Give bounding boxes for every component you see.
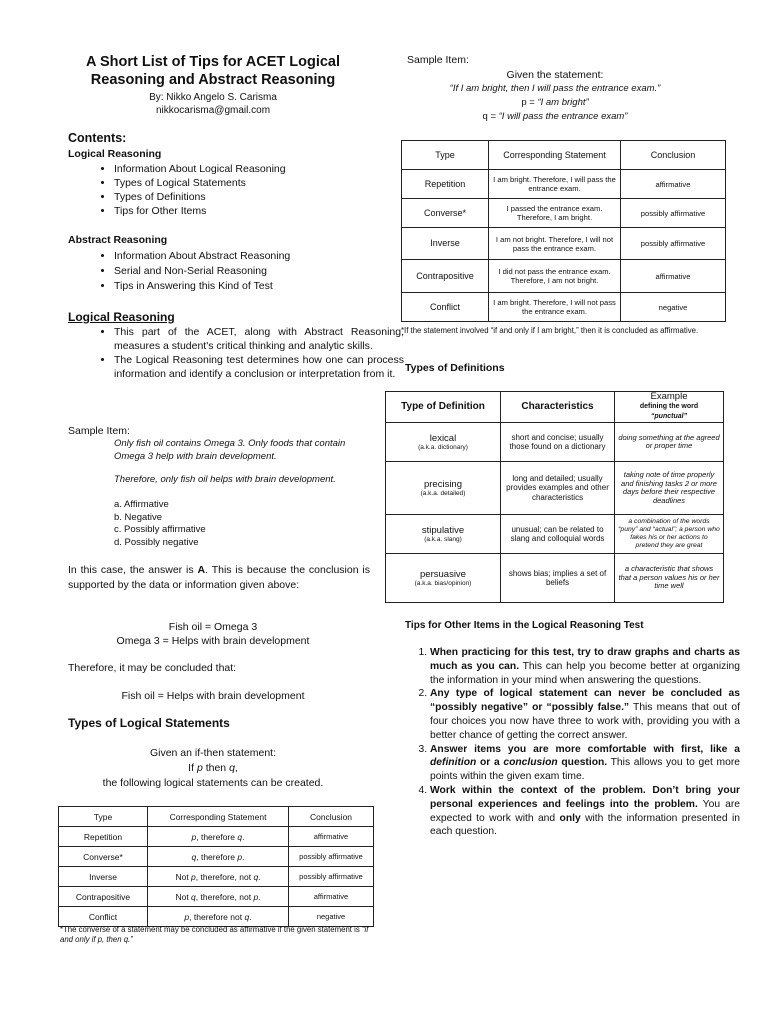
list-item: • Information About Logical Reasoning xyxy=(114,162,404,176)
table-row: lexical (a.k.a. dictionary) short and concise; usually those found on a dictionary doing something at the agreed or proper time xyxy=(386,423,724,462)
sample2-label: Sample Item: xyxy=(407,54,469,66)
table-row: Converse* I passed the entrance exam. Therefore, I am bright. possibly affirmative xyxy=(402,199,726,228)
table-row: Inverse Not p, therefore, not q. possibly affirmative xyxy=(59,867,374,887)
therefore-text: Therefore, it may be concluded that: xyxy=(68,662,237,674)
list-item: 1. When practicing for this test, try to draw graphs and charts as much as you can. This can help you become better at organizing the information in your mind when answering the questions. xyxy=(430,646,740,687)
choice: d. Possibly negative xyxy=(114,536,199,548)
table-row: Inverse I am not bright. Therefore, I will not pass the entrance exam. possibly affirmative xyxy=(402,228,726,260)
list-item: • Types of Definitions xyxy=(114,190,404,204)
tips-heading: Tips for Other Items in the Logical Reasoning Test xyxy=(405,620,644,631)
table-row: Repetition p, therefore q. affirmative xyxy=(59,827,374,847)
table-header-row: Type Corresponding Statement Conclusion xyxy=(59,807,374,827)
sample2-q: q = “I will pass the entrance exam” xyxy=(482,111,628,122)
contents-lr-heading: Logical Reasoning xyxy=(68,148,162,160)
contents-lr-list xyxy=(78,162,404,218)
table-row: Converse* q, therefore p. possibly affirmative xyxy=(59,847,374,867)
sample2-given: Given the statement: xyxy=(506,69,604,81)
list-item: 4. Work within the context of the problem. Don’t bring your personal experiences and feelings into the problem. You are expected to work with and only with the information presented in each question. xyxy=(430,784,740,839)
statements-heading: Types of Logical Statements xyxy=(68,716,230,730)
list-item: • The Logical Reasoning test determines how one can process information and identify a conclusion or interpretation from it. xyxy=(114,353,404,381)
contents-ar-list xyxy=(78,249,404,294)
table-row: Conflict p, therefore not q. negative xyxy=(59,907,374,927)
sample-text: Only fish oil contains Omega 3. Only foods that contain Omega 3 help with brain development. xyxy=(114,438,346,462)
list-item: 3. Answer items you are more comfortable with first, like a definition or a conclusion question. This allows you to get more points within the given exam time. xyxy=(430,743,740,784)
author: By: Nikko Angelo S. Carisma xyxy=(149,92,277,103)
table-row: stipulative (a.k.a. slang) unusual; can be related to slang and colloquial words a combination of the words “puny” and “actual”; a person who fakes his or her actions to pretend they are great xyxy=(386,515,724,554)
list-item: • Tips for Other Items xyxy=(114,204,404,218)
list-item: • This part of the ACET, along with Abstract Reasoning, measures a student's critical thinking and analytic skills. xyxy=(114,325,404,353)
list-item: • Tips in Answering this Kind of Test xyxy=(114,279,404,294)
logical-bullets xyxy=(78,325,404,381)
table-row: persuasive (a.k.a. bias/opinion) shows bias; implies a set of beliefs a characteristic that shows that a person values his or her time well xyxy=(386,554,724,603)
answer-letter: A xyxy=(197,564,206,576)
table-header-row: Type Corresponding Statement Conclusion xyxy=(402,141,726,170)
statements-given: Given an if-then statement: xyxy=(149,747,277,759)
sample2-table xyxy=(401,140,726,322)
table-row: Conflict I am bright. Therefore, I will not pass the entrance exam. negative xyxy=(402,293,726,322)
email: nikkocarisma@gmail.com xyxy=(155,105,271,116)
table-row: Repetition I am bright. Therefore, I will pass the entrance exam. affirmative xyxy=(402,170,726,199)
table-row: Contrapositive Not q, therefore, not p. affirmative xyxy=(59,887,374,907)
table-header-row: Type of Definition Characteristics Example defining the word “punctual” xyxy=(386,392,724,423)
table-row: Contrapositive I did not pass the entrance exam. Therefore, I am not bright. affirmative xyxy=(402,260,726,293)
contents-ar-heading: Abstract Reasoning xyxy=(68,234,168,246)
sample-label: Sample Item: xyxy=(68,425,130,437)
definitions-heading: Types of Definitions xyxy=(405,362,505,374)
statements-if-then: If p then q, xyxy=(188,762,238,774)
logical-heading: Logical Reasoning xyxy=(68,310,175,324)
tips-list xyxy=(390,646,740,839)
definitions-table xyxy=(385,391,724,603)
choice: c. Possibly affirmative xyxy=(114,524,206,535)
statements-footnote: *The converse of a statement may be concluded as affirmative if the given statement is “if and only if p, then q.” xyxy=(60,925,369,944)
table-row: precising (a.k.a. detailed) long and detailed; usually provides examples and other characteristics taking note of time properly and finishing tasks 2 or more days before their respective deadlines xyxy=(386,462,724,515)
equation-1: Fish oil = Omega 3 xyxy=(168,621,258,633)
list-item: • Information About Abstract Reasoning xyxy=(114,249,404,264)
document-title: A Short List of Tips for ACET Logical Reasoning and Abstract Reasoning xyxy=(85,54,341,88)
list-item: 2. Any type of logical statement can never be concluded as “possibly negative” or “possibly false.” This means that out of four choices you now have three to work with, providing you with a better chance of getting the correct answer. xyxy=(430,687,740,742)
statements-following: the following logical statements can be created. xyxy=(102,777,324,789)
choice: b. Negative xyxy=(114,511,163,523)
equation-2: Omega 3 = Helps with brain development xyxy=(116,635,310,647)
list-item: • Types of Logical Statements xyxy=(114,176,404,190)
contents-heading: Contents: xyxy=(68,131,127,145)
sample-conclusion: Therefore, only fish oil helps with brain development. xyxy=(114,474,336,485)
logical-statements-table xyxy=(58,806,374,927)
sample2-statement: “If I am bright, then I will pass the entrance exam.” xyxy=(449,83,661,94)
sample2-p: p = “I am bright” xyxy=(521,97,589,108)
choice: a. Affirmative xyxy=(114,499,169,510)
sample2-footnote: *If the statement involved “if and only if I am bright,” then it is concluded as affirmative. xyxy=(401,326,699,335)
list-item: • Serial and Non-Serial Reasoning xyxy=(114,264,404,279)
answer-paragraph: In this case, the answer is A. This is because the conclusion is supported by the data or information given above: xyxy=(68,564,370,591)
equation-3: Fish oil = Helps with brain development xyxy=(121,690,305,702)
sample-choices xyxy=(114,499,206,549)
